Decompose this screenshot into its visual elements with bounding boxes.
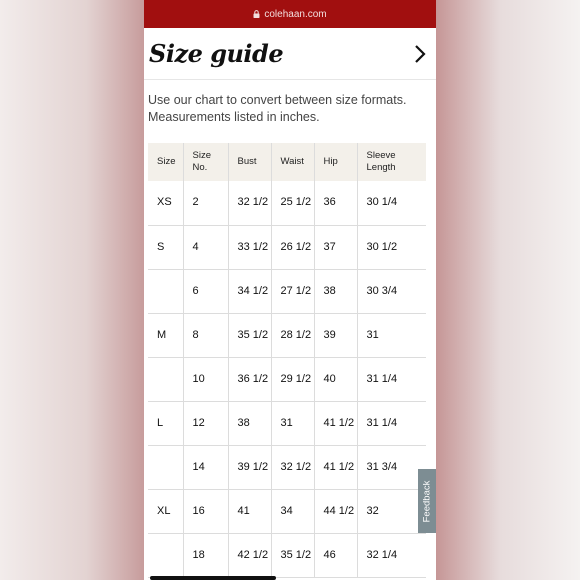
table-cell: 4 bbox=[183, 225, 228, 269]
feedback-label: Feedback bbox=[421, 480, 433, 522]
table-cell: 34 bbox=[271, 489, 314, 533]
table-row bbox=[148, 225, 426, 269]
column-header: Waist bbox=[271, 143, 314, 181]
column-header: Bust bbox=[228, 143, 271, 181]
size-table bbox=[148, 143, 426, 578]
table-cell: 46 bbox=[314, 533, 357, 577]
table-cell: 32 1/2 bbox=[228, 181, 271, 225]
table-row bbox=[148, 357, 426, 401]
table-cell: 32 bbox=[357, 489, 426, 533]
table-row bbox=[148, 313, 426, 357]
table-row bbox=[148, 445, 426, 489]
table-cell: 41 bbox=[228, 489, 271, 533]
background-left bbox=[0, 0, 144, 580]
table-cell: 40 bbox=[314, 357, 357, 401]
table-cell: 32 1/4 bbox=[357, 533, 426, 577]
table-cell: 42 1/2 bbox=[228, 533, 271, 577]
table-cell: 29 1/2 bbox=[271, 357, 314, 401]
table-cell: 26 1/2 bbox=[271, 225, 314, 269]
table-cell: L bbox=[148, 401, 183, 445]
table-cell: M bbox=[148, 313, 183, 357]
table-cell: 6 bbox=[183, 269, 228, 313]
table-cell: 39 1/2 bbox=[228, 445, 271, 489]
table-cell: 25 1/2 bbox=[271, 181, 314, 225]
table-cell: 30 1/4 bbox=[357, 181, 426, 225]
table-cell: 44 1/2 bbox=[314, 489, 357, 533]
lock-icon bbox=[253, 10, 260, 18]
table-cell: 31 bbox=[357, 313, 426, 357]
table-cell: 36 1/2 bbox=[228, 357, 271, 401]
table-cell: 36 bbox=[314, 181, 357, 225]
table-cell: 27 1/2 bbox=[271, 269, 314, 313]
table-row bbox=[148, 401, 426, 445]
table-cell: 41 1/2 bbox=[314, 401, 357, 445]
column-header: Size No. bbox=[183, 143, 228, 181]
table-cell: 34 1/2 bbox=[228, 269, 271, 313]
table-cell bbox=[148, 533, 183, 577]
browser-url-bar[interactable] bbox=[144, 0, 436, 28]
table-cell: 38 bbox=[314, 269, 357, 313]
column-header: Size bbox=[148, 143, 183, 181]
table-row bbox=[148, 489, 426, 533]
table-row bbox=[148, 269, 426, 313]
table-header-row bbox=[148, 143, 426, 181]
table-cell: 39 bbox=[314, 313, 357, 357]
table-cell: 12 bbox=[183, 401, 228, 445]
table-cell: 41 1/2 bbox=[314, 445, 357, 489]
table-cell: 31 1/4 bbox=[357, 357, 426, 401]
home-indicator bbox=[150, 576, 276, 580]
table-cell: 16 bbox=[183, 489, 228, 533]
phone-screen bbox=[144, 0, 436, 580]
size-guide-description: Use our chart to convert between size formats. Measurements listed in inches. bbox=[148, 93, 407, 124]
table-cell bbox=[148, 445, 183, 489]
feedback-button[interactable] bbox=[418, 469, 436, 533]
table-cell: 35 1/2 bbox=[228, 313, 271, 357]
table-cell: 30 3/4 bbox=[357, 269, 426, 313]
table-cell: XL bbox=[148, 489, 183, 533]
chevron-right-icon[interactable] bbox=[412, 42, 428, 66]
table-row bbox=[148, 533, 426, 577]
table-cell: 30 1/2 bbox=[357, 225, 426, 269]
table-cell: 35 1/2 bbox=[271, 533, 314, 577]
column-header: Hip bbox=[314, 143, 357, 181]
table-cell: 31 1/4 bbox=[357, 401, 426, 445]
table-body bbox=[148, 181, 426, 577]
table-cell bbox=[148, 357, 183, 401]
background-right bbox=[435, 0, 580, 580]
table-cell: 38 bbox=[228, 401, 271, 445]
table-cell: 31 3/4 bbox=[357, 445, 426, 489]
column-header: Sleeve Length bbox=[357, 143, 426, 181]
table-cell: 18 bbox=[183, 533, 228, 577]
size-table-wrapper bbox=[148, 143, 426, 578]
url-text: colehaan.com bbox=[264, 8, 327, 20]
table-cell: 37 bbox=[314, 225, 357, 269]
page-title: Size guide bbox=[149, 39, 284, 68]
table-cell: XS bbox=[148, 181, 183, 225]
table-cell: 10 bbox=[183, 357, 228, 401]
table-cell: S bbox=[148, 225, 183, 269]
page-header bbox=[144, 28, 436, 80]
table-cell: 14 bbox=[183, 445, 228, 489]
table-row bbox=[148, 181, 426, 225]
table-cell bbox=[148, 269, 183, 313]
table-cell: 32 1/2 bbox=[271, 445, 314, 489]
table-cell: 33 1/2 bbox=[228, 225, 271, 269]
table-cell: 31 bbox=[271, 401, 314, 445]
table-cell: 8 bbox=[183, 313, 228, 357]
table-cell: 28 1/2 bbox=[271, 313, 314, 357]
table-cell: 2 bbox=[183, 181, 228, 225]
